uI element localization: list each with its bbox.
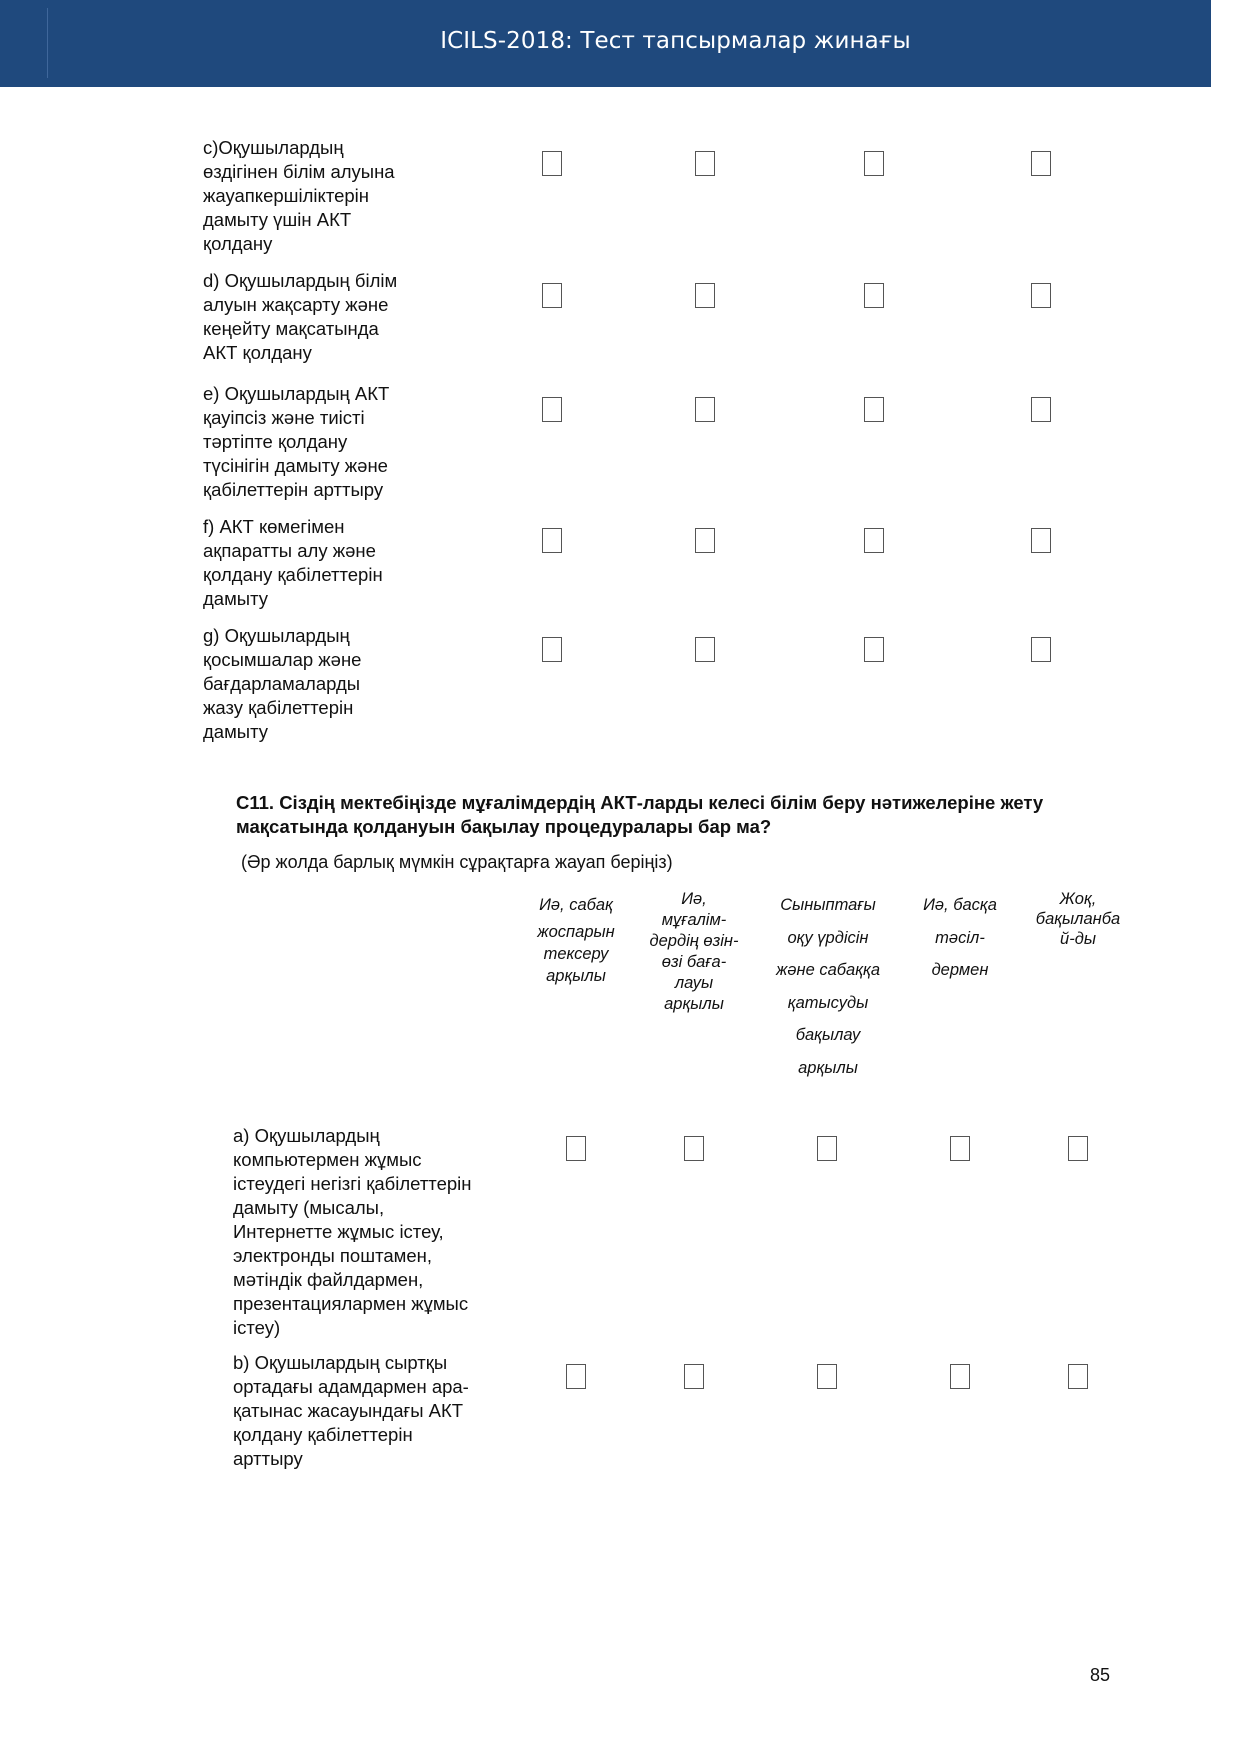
item-f-label: f) АКТ көмегімен ақпаратты алу және қолдану қабілеттерін дамыту bbox=[203, 516, 383, 609]
item-c-checkbox-3[interactable] bbox=[864, 151, 884, 176]
item-d-label: d) Оқушылардың білім алуын жақсарту және кеңейту мақсатында АКТ қолдану bbox=[203, 270, 398, 363]
column-header-line: оқу үрдісін bbox=[787, 928, 869, 947]
question-item-b-checkbox-2[interactable] bbox=[684, 1364, 704, 1389]
item-e-checkbox-4[interactable] bbox=[1031, 397, 1051, 422]
column-header-2 bbox=[634, 889, 754, 1015]
question-item-a-label: a) Оқушылардың компьютермен жұмыс істеудегі негізгі қабілеттерін дамыту (мысалы, Интернетте жұмыс істеу, электронды поштамен, мәтіндік файлдармен, презентациялармен жұмыс істеу) bbox=[233, 1125, 472, 1338]
item-e-checkbox-1[interactable] bbox=[542, 397, 562, 422]
column-header-5 bbox=[1024, 889, 1132, 949]
column-header-line: Иә, сабақ bbox=[539, 896, 613, 914]
item-g-label: g) Оқушылардың қосымшалар және бағдарламаларды жазу қабілеттерін дамыту bbox=[203, 625, 362, 742]
item-f-checkbox-4[interactable] bbox=[1031, 528, 1051, 553]
column-header-line: дермен bbox=[931, 961, 989, 979]
column-header-line: арқылы bbox=[546, 967, 606, 985]
column-header-line: й-ды bbox=[1060, 930, 1096, 948]
column-header-line: және сабаққа bbox=[775, 961, 880, 979]
item-d-checkbox-3[interactable] bbox=[864, 283, 884, 308]
item-c-checkbox-2[interactable] bbox=[695, 151, 715, 176]
item-e-label: e) Оқушылардың АКТ қауіпсіз және тиісті тәртіпте қолдану түсінігін дамыту және қабілеттерін арттыру bbox=[203, 383, 390, 500]
question-item-b-checkbox-1[interactable] bbox=[566, 1364, 586, 1389]
column-header-line: арқылы bbox=[798, 1058, 858, 1077]
column-header-line: Сыныптағы bbox=[780, 896, 876, 914]
header-title: ICILS-2018: Тест тапсырмалар жинағы bbox=[440, 28, 911, 54]
column-header-line: өзі баға- bbox=[661, 953, 727, 971]
item-g-checkbox-1[interactable] bbox=[542, 637, 562, 662]
item-g-checkbox-3[interactable] bbox=[864, 637, 884, 662]
column-header-line: жоспарын bbox=[537, 923, 615, 941]
column-header-line: лауы bbox=[674, 974, 714, 992]
page-header bbox=[0, 0, 1211, 87]
item-e-checkbox-2[interactable] bbox=[695, 397, 715, 422]
question-item-a-checkbox-2[interactable] bbox=[684, 1136, 704, 1161]
question-item-b-checkbox-5[interactable] bbox=[1068, 1364, 1088, 1389]
question-instruction: (Әр жолда барлық мүмкін сұрақтарға жауап беріңіз) bbox=[241, 852, 673, 872]
question-item-b-label: b) Оқушылардың сыртқы ортадағы адамдармен ара- қатынас жасауындағы АКТ қолдану қабілеттерін арттыру bbox=[233, 1352, 469, 1469]
column-header-line: мұғалім- bbox=[661, 911, 727, 929]
column-header-line: тәсіл- bbox=[935, 928, 985, 947]
item-d-checkbox-1[interactable] bbox=[542, 283, 562, 308]
column-header-3 bbox=[758, 889, 898, 1084]
item-c-checkbox-1[interactable] bbox=[542, 151, 562, 176]
item-g-checkbox-4[interactable] bbox=[1031, 637, 1051, 662]
item-g-checkbox-2[interactable] bbox=[695, 637, 715, 662]
item-d-checkbox-2[interactable] bbox=[695, 283, 715, 308]
question-item-a-checkbox-3[interactable] bbox=[817, 1136, 837, 1161]
question-item-a-checkbox-4[interactable] bbox=[950, 1136, 970, 1161]
column-header-line: бақылау bbox=[795, 1026, 861, 1044]
column-header-line: арқылы bbox=[664, 995, 724, 1013]
column-header-line: Жоқ, bbox=[1059, 890, 1097, 908]
item-d-checkbox-4[interactable] bbox=[1031, 283, 1051, 308]
column-header-4 bbox=[900, 889, 1020, 987]
question-title: C11. Сіздің мектебіңізде мұғалімдердің АКТ-ларды келесі білім беру нәтижелеріне жету мақсатында қолдануын бақылау процедуралары бар ма? bbox=[236, 792, 1044, 837]
column-header-line: Иә, басқа bbox=[923, 896, 997, 914]
column-header-line: дердің өзін- bbox=[649, 932, 739, 950]
question-item-a-checkbox-1[interactable] bbox=[566, 1136, 586, 1161]
item-f-checkbox-1[interactable] bbox=[542, 528, 562, 553]
item-f-checkbox-3[interactable] bbox=[864, 528, 884, 553]
item-c-label: c)Оқушылардың өздігінен білім алуына жауапкершіліктерін дамыту үшін АКТ қолдану bbox=[203, 137, 395, 254]
question-item-a-checkbox-5[interactable] bbox=[1068, 1136, 1088, 1161]
question-item-b-checkbox-4[interactable] bbox=[950, 1364, 970, 1389]
item-f-checkbox-2[interactable] bbox=[695, 528, 715, 553]
column-header-line: Иә, bbox=[681, 890, 707, 908]
column-header-line: тексеру bbox=[543, 945, 609, 963]
column-header-1 bbox=[520, 889, 632, 987]
column-header-line: бақыланба bbox=[1035, 910, 1121, 928]
item-c-checkbox-4[interactable] bbox=[1031, 151, 1051, 176]
question-item-b-checkbox-3[interactable] bbox=[817, 1364, 837, 1389]
column-header-line: қатысуды bbox=[787, 993, 869, 1012]
item-e-checkbox-3[interactable] bbox=[864, 397, 884, 422]
page-number: 85 bbox=[1090, 1665, 1111, 1685]
